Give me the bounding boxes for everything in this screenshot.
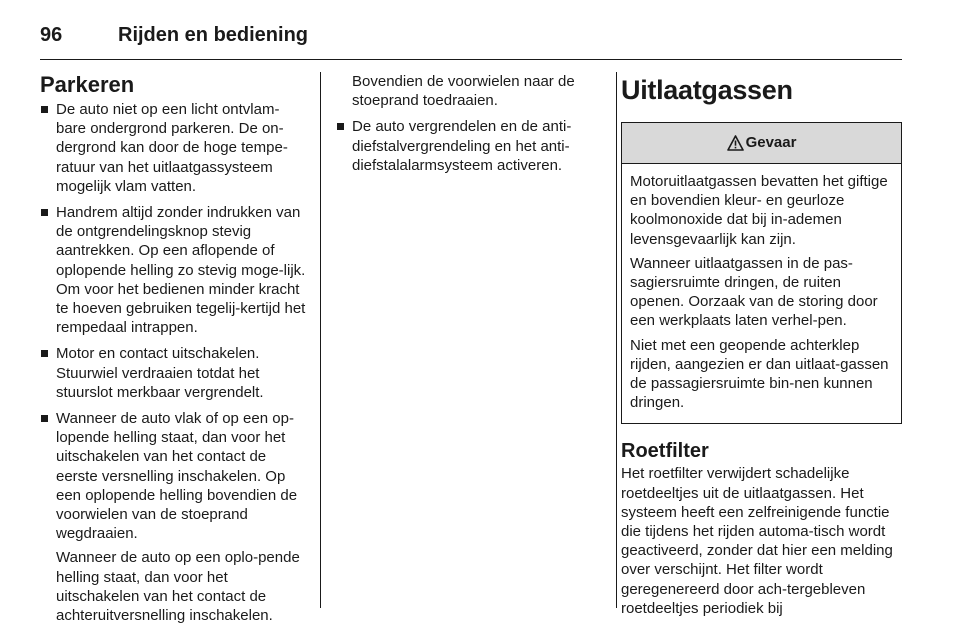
- roetfilter-section: [621, 438, 902, 618]
- warning-paragraph: Motoruitlaatgassen bevatten het giftige en bovendien kleur- en geurloze koolmonoxide dat bij in-ademen levensgevaarlijk kan zijn.: [630, 173, 888, 248]
- list-item: [40, 203, 308, 337]
- list-item: [40, 100, 308, 196]
- list-item-subparagraph: Wanneer de auto op een oplo-pende helling staat, dan voor het uitschakelen van het contact de achteruitversnelling inschakelen.: [56, 549, 300, 625]
- warning-triangle-icon: [727, 135, 744, 151]
- column-divider: [320, 72, 321, 608]
- list-item: [40, 344, 308, 402]
- warning-paragraph: Wanneer uitlaatgassen in de pas-sagiersruimte dringen, de ruiten openen. Oorzaak van de storing door een werkplaats laten verhel-pen.: [630, 254, 878, 330]
- header-divider: [40, 59, 902, 60]
- parking-instructions-list: [40, 100, 308, 625]
- list-item-text: Motor en contact uitschakelen. Stuurwiel verdraaien totdat het stuurslot merkbaar vergrendelt.: [56, 345, 264, 401]
- chapter-title: Rijden en bediening: [118, 23, 309, 46]
- square-bullet-icon: [337, 123, 344, 130]
- square-bullet-icon: [41, 350, 48, 357]
- warning-header: [622, 123, 901, 164]
- section-heading-roetfilter: Roetfilter: [621, 440, 709, 463]
- warning-box: [621, 122, 902, 424]
- list-item-text: Wanneer de auto vlak of op een op-lopende helling staat, dan voor het uitschakelen van het contact de eerste versnelling inschakelen. Op een oplopende helling bovendien de voorwielen van de stoeprand wegdraaien.: [56, 410, 298, 543]
- roetfilter-paragraph: Het roetfilter verwijdert schadelijke roetdeeltjes uit de uitlaatgassen. Het systeem heeft een zelfreinigende functie die tijdens het rijden automa-tisch wordt geactiveerd, zonder dat hier een melding over verschijnt. Het filter wordt geregenereerd door ach-tergebleven roetdeeltjes periodiek bij: [621, 465, 893, 617]
- list-item-text: Handrem altijd zonder indrukken van de ontgrendelingsknop stevig aantrekken. Op een aflopende of oplopende helling zo stevig moge-lijk. Om voor het bedienen minder kracht te hoeven gebruiken tegelij-kertijd het rempedaal intrappen.: [56, 204, 306, 337]
- list-item-text: De auto vergrendelen en de anti-diefstalvergrendeling en het anti-diefstalalarmsysteem activeren.: [352, 118, 572, 174]
- square-bullet-icon: [41, 106, 48, 113]
- parking-instructions-list-continued: [336, 117, 604, 175]
- section-heading-uitlaatgassen: Uitlaatgassen: [621, 75, 793, 105]
- continued-paragraph: Bovendien de voorwielen naar de stoeprand toedraaien.: [352, 73, 575, 110]
- list-item-text: De auto niet op een licht ontvlam-bare ondergrond parkeren. De on-dergrond kan door de hoge tempe-ratuur van het uitlaatgassysteem mogelijk vlam vatten.: [56, 101, 288, 195]
- warning-paragraph: Niet met een geopende achterklep rijden, aangezien er dan uitlaat-gassen de passagiersruimte bin-nen kunnen dringen.: [630, 336, 889, 412]
- list-item: [40, 409, 308, 625]
- column-middle: [336, 72, 604, 182]
- square-bullet-icon: [41, 209, 48, 216]
- column-left: [40, 72, 308, 632]
- list-item: [336, 117, 604, 175]
- column-divider: [616, 72, 617, 608]
- page-number: 96: [40, 23, 63, 46]
- page-header: [40, 20, 308, 50]
- warning-title: Gevaar: [745, 134, 797, 152]
- warning-body: [622, 164, 901, 423]
- section-heading-parkeren: Parkeren: [40, 72, 135, 97]
- column-right: [621, 72, 902, 618]
- square-bullet-icon: [41, 415, 48, 422]
